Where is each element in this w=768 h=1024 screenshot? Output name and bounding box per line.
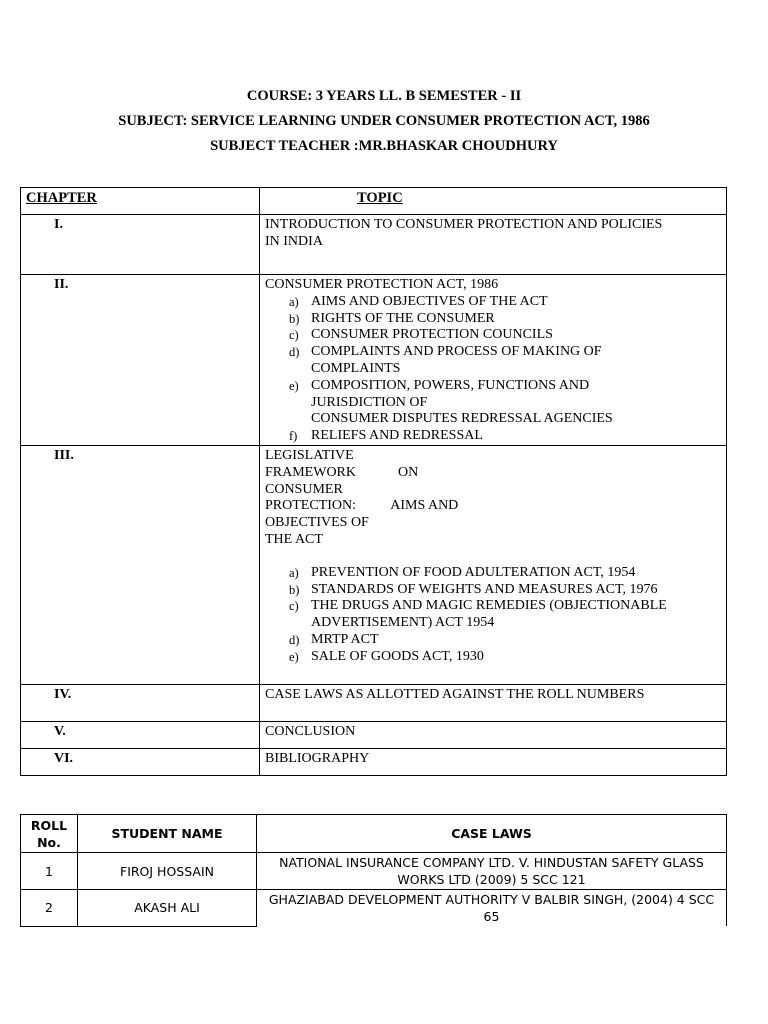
case-column-header: CASE LAWS <box>257 815 727 853</box>
list-item: d) MRTP ACT <box>289 631 379 647</box>
chapter-number: I. <box>54 217 63 232</box>
list-item: b) STANDARDS OF WEIGHTS AND MEASURES ACT, 1976 <box>289 581 658 597</box>
roll-table-header-row <box>21 815 727 853</box>
topic-column-header: TOPIC <box>260 188 727 215</box>
roll-column-header: ROLL No. <box>21 815 78 853</box>
list-item: f) RELIEFS AND REDRESSAL <box>289 428 483 444</box>
student-name: FIROJ HOSSAIN <box>78 853 257 890</box>
table-row <box>21 890 727 927</box>
list-item: d) COMPLAINTS AND PROCESS OF MAKING OF COMPLAINTS <box>289 344 602 376</box>
list-item: a) PREVENTION OF FOOD ADULTERATION ACT, 1954 <box>289 564 636 580</box>
table-row <box>21 853 727 890</box>
chapter-topic: LEGISLATIVE FRAMEWORK ON CONSUMER PROTECTION: AIMS AND OBJECTIVES OF THE ACT <box>265 447 459 547</box>
list-item: a) AIMS AND OBJECTIVES OF THE ACT <box>289 293 548 309</box>
roll-number: 2 <box>21 890 78 927</box>
chapter-topic: INTRODUCTION TO CONSUMER PROTECTION AND POLICIES IN INDIA <box>260 215 727 275</box>
chapter-row-4 <box>21 684 727 721</box>
subtopic-list <box>265 565 721 666</box>
case-law: NATIONAL INSURANCE COMPANY LTD. V. HINDUSTAN SAFETY GLASS WORKS LTD (2009) 5 SCC 121 <box>257 853 727 890</box>
chapters-table-header-row <box>21 188 727 215</box>
subtopic-list <box>265 294 721 445</box>
subject-heading: SUBJECT: SERVICE LEARNING UNDER CONSUMER PROTECTION ACT, 1986 <box>118 113 650 129</box>
chapter-topic: BIBLIOGRAPHY <box>260 748 727 775</box>
chapter-row-3 <box>21 445 727 684</box>
name-column-header: STUDENT NAME <box>78 815 257 853</box>
roll-number: 1 <box>21 853 78 890</box>
chapter-row-1 <box>21 215 727 275</box>
roll-table <box>20 814 727 927</box>
chapter-row-2 <box>21 275 727 446</box>
chapter-number: V. <box>54 723 66 739</box>
list-item: e) SALE OF GOODS ACT, 1930 <box>289 648 484 664</box>
chapter-number: IV. <box>54 686 72 702</box>
chapter-number: III. <box>54 447 74 463</box>
chapter-topic: CONCLUSION <box>260 721 727 748</box>
chapter-column-header: CHAPTER <box>21 188 260 215</box>
list-item: b) RIGHTS OF THE CONSUMER <box>289 310 495 326</box>
course-heading: COURSE: 3 YEARS LL. B SEMESTER - II <box>246 88 522 104</box>
chapter-topic: CASE LAWS AS ALLOTTED AGAINST THE ROLL NUMBERS <box>260 684 727 721</box>
student-name: AKASH ALI <box>78 890 257 927</box>
teacher-heading: SUBJECT TEACHER :MR.BHASKAR CHOUDHURY <box>210 138 558 154</box>
list-item: c) CONSUMER PROTECTION COUNCILS <box>289 327 553 343</box>
chapter-topic: CONSUMER PROTECTION ACT, 1986 <box>265 277 499 292</box>
list-item: e) COMPOSITION, POWERS, FUNCTIONS AND JURISDICTION OF CONSUMER DISPUTES REDRESSAL AGENCIES <box>289 377 613 427</box>
case-law: GHAZIABAD DEVELOPMENT AUTHORITY V BALBIR SINGH, (2004) 4 SCC 65 <box>257 890 727 927</box>
chapter-number: II. <box>54 277 69 292</box>
chapter-row-6 <box>21 748 727 775</box>
chapter-number: VI. <box>54 750 74 766</box>
chapter-row-5 <box>21 721 727 748</box>
chapters-table <box>20 187 727 776</box>
list-item: c) THE DRUGS AND MAGIC REMEDIES (OBJECTIONABLE ADVERTISEMENT) ACT 1954 <box>289 598 667 631</box>
